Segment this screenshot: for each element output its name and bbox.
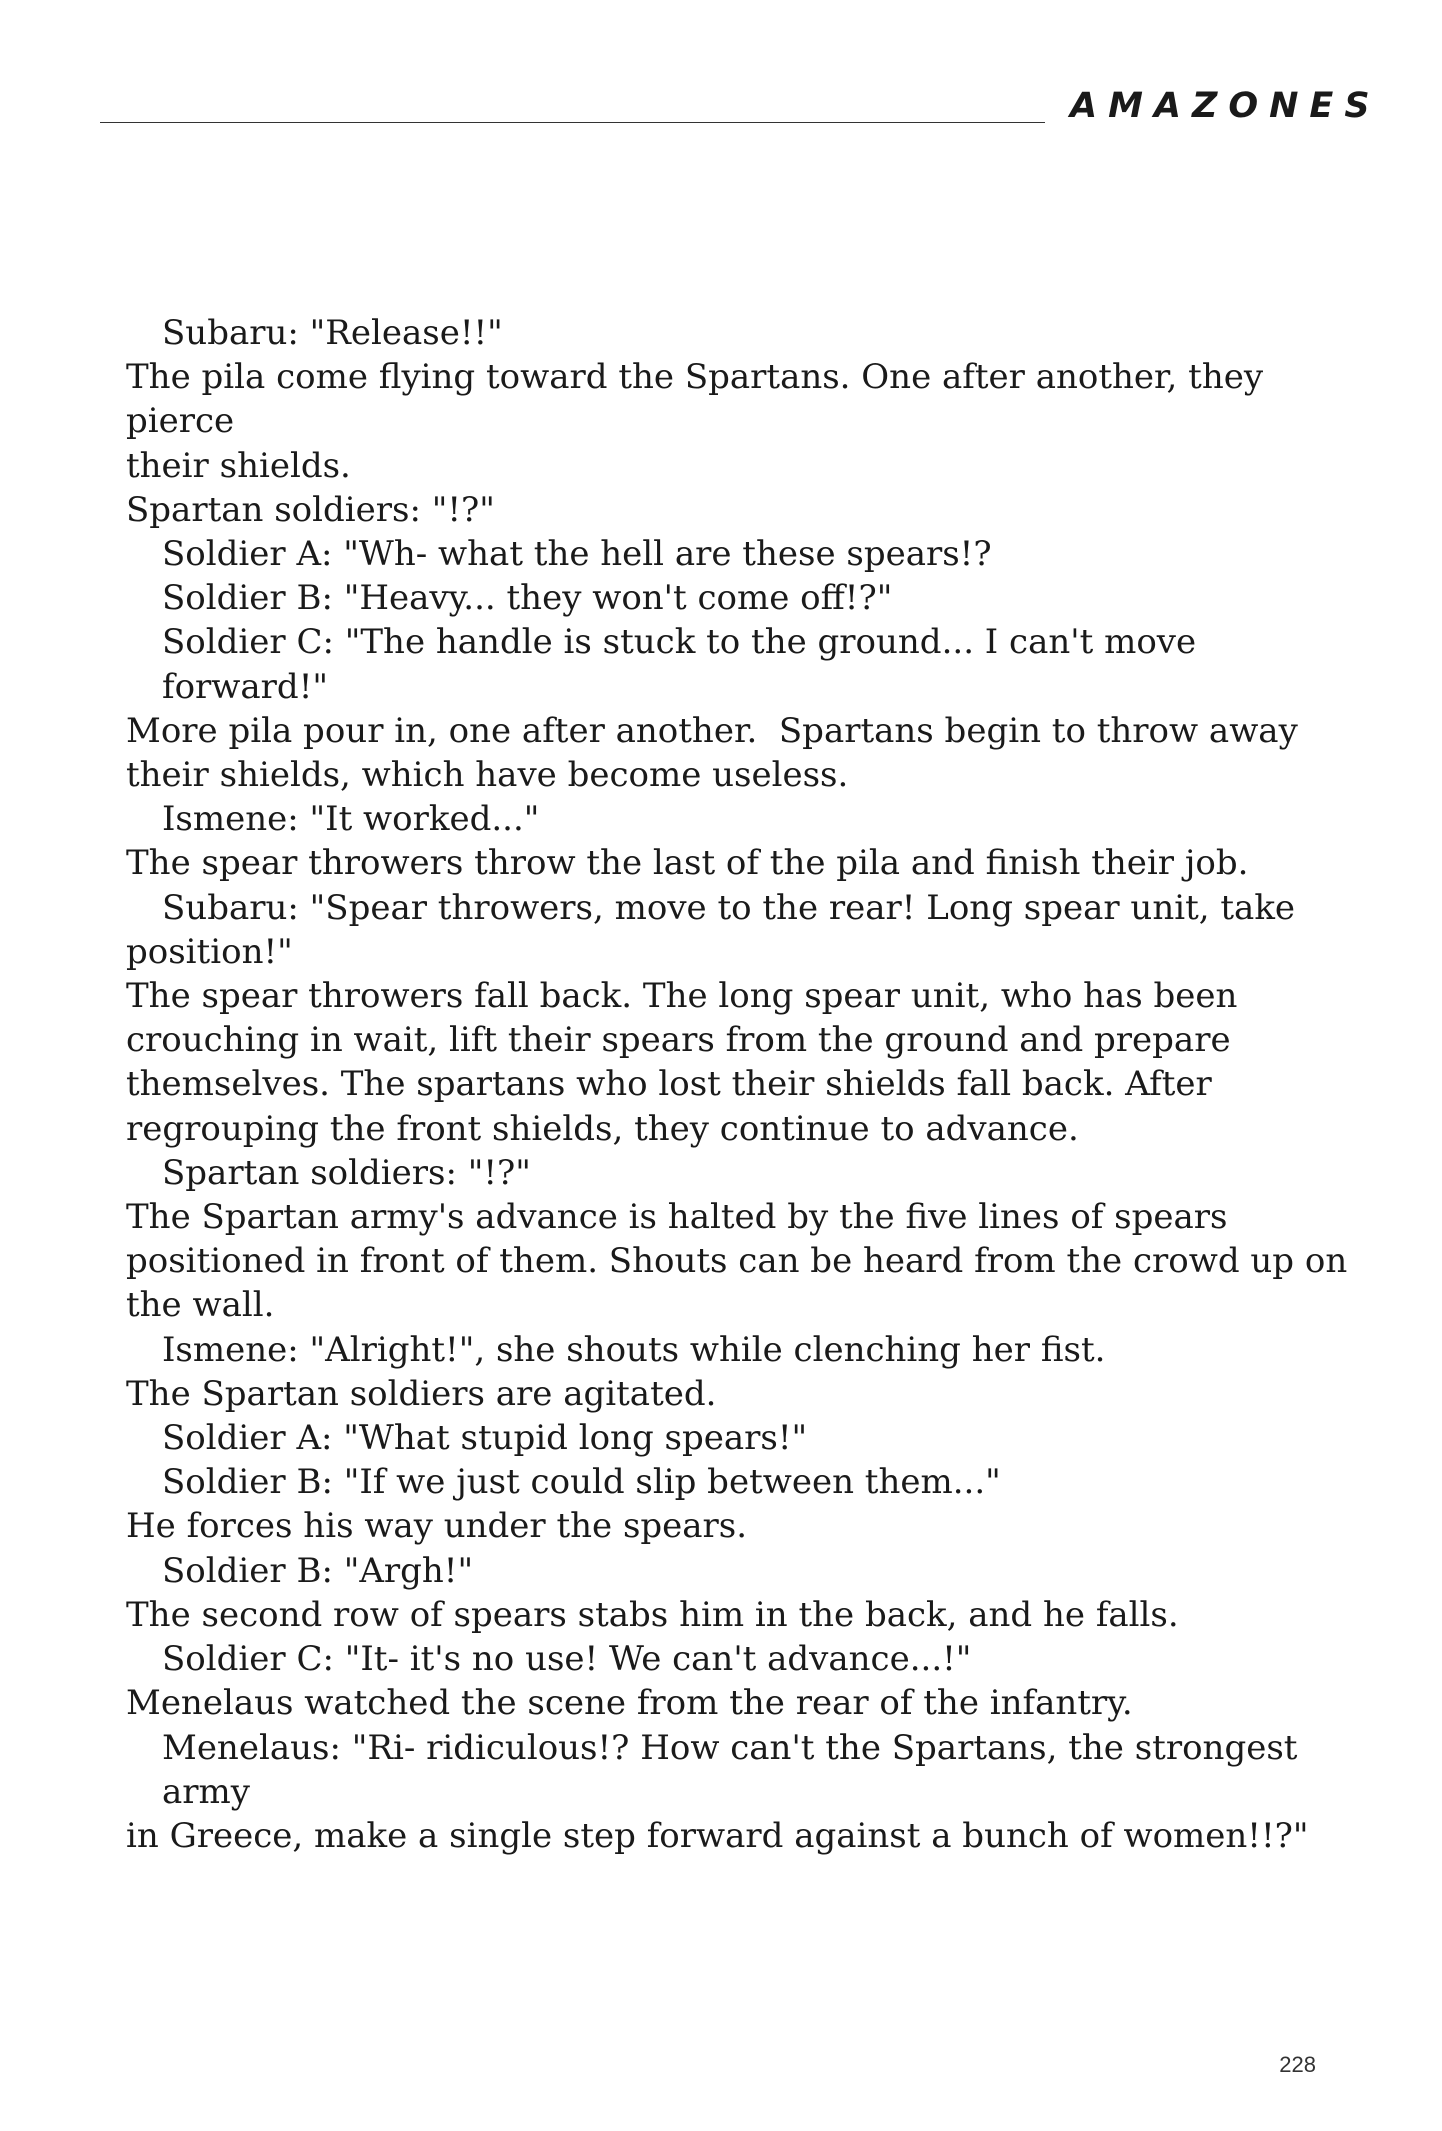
dialogue-line: Menelaus: "Ri- ridiculous!? How can't the Spartans, the strongest army — [162, 1727, 1309, 1812]
narration-line: positioned in front of them. Shouts can be heard from the crowd up on — [126, 1241, 1348, 1282]
dialogue-line: Soldier A: "What stupid long spears!" — [162, 1418, 808, 1459]
narration-line: position!" — [126, 931, 293, 972]
dialogue-line: Soldier A: "Wh- what the hell are these spears!? — [162, 534, 992, 575]
narration-line: their shields, which have become useless. — [126, 755, 849, 796]
dialogue-line: Soldier B: "If we just could slip between them..." — [162, 1462, 1001, 1503]
narration-line: crouching in wait, lift their spears from the ground and prepare — [126, 1020, 1231, 1061]
dialogue-line: Soldier C: "The handle is stuck to the ground... I can't move forward!" — [162, 622, 1207, 707]
dialogue-line: Soldier B: "Heavy... they won't come off!?" — [162, 578, 893, 619]
dialogue-line: Subaru: "Release!!" — [162, 313, 503, 353]
dialogue-line: Soldier C: "It- it's no use! We can't advance...!" — [162, 1639, 972, 1680]
header-rule — [100, 122, 1045, 123]
narration-line: regrouping the front shields, they continue to advance. — [126, 1108, 1079, 1149]
narration-line: The Spartan soldiers are agitated. — [126, 1373, 717, 1414]
dialogue-line: Subaru: "Spear throwers, move to the rear! Long spear unit, take — [162, 887, 1296, 928]
narration-line: More pila pour in, one after another. Spartans begin to throw away — [126, 710, 1298, 751]
dialogue-line: Ismene: "It worked..." — [162, 799, 540, 840]
page-number: 228 — [1279, 2052, 1316, 2077]
narration-line: the wall. — [126, 1285, 275, 1326]
dialogue-line: Ismene: "Alright!", she shouts while clenching her fist. — [162, 1329, 1106, 1370]
narration-line: their shields. — [126, 445, 351, 486]
body-text — [126, 311, 1356, 1858]
narration-line: Spartan soldiers: "!?" — [126, 489, 495, 530]
narration-line: in Greece, make a single step forward against a bunch of women!!?" — [126, 1815, 1309, 1856]
narration-line: The second row of spears stabs him in the back, and he falls. — [126, 1594, 1179, 1635]
narration-line: The pila come flying toward the Spartans. One after another, they pierce — [126, 357, 1274, 442]
narration-line: He forces his way under the spears. — [126, 1506, 748, 1547]
narration-line: The spear throwers fall back. The long spear unit, who has been — [126, 976, 1238, 1017]
dialogue-line: Spartan soldiers: "!?" — [162, 1152, 531, 1193]
narration-line: themselves. The spartans who lost their shields fall back. After — [126, 1064, 1212, 1105]
dialogue-line: Soldier B: "Argh!" — [162, 1550, 474, 1591]
running-header-title: AMAZONES — [1070, 86, 1381, 126]
narration-line: Menelaus watched the scene from the rear of the infantry. — [126, 1683, 1133, 1724]
narration-line: The spear throwers throw the last of the pila and finish their job. — [126, 843, 1249, 884]
narration-line: The Spartan army's advance is halted by the five lines of spears — [126, 1197, 1228, 1238]
